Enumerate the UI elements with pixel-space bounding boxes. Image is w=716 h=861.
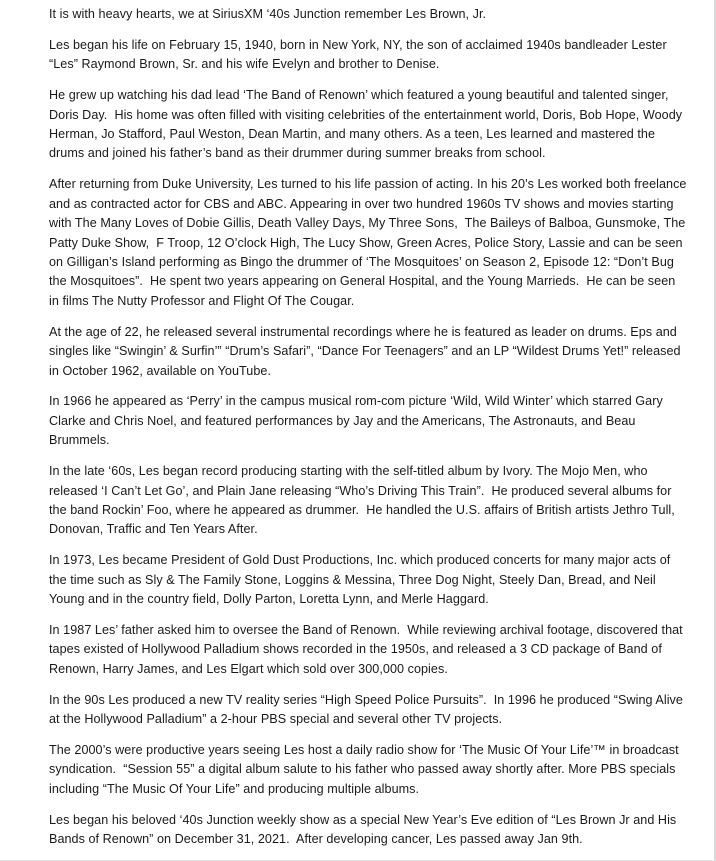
paragraph-90s: In the 90s Les produced a new TV reality series “High Speed Police Pursuits”. In 1996 he produced “Swing Alive at the Hollywood Palladium” a 2-hour PBS special and several other TV projects. <box>49 692 687 727</box>
paragraph-intro: It is with heavy hearts, we at SiriusXM ‘40s Junction remember Les Brown, Jr. <box>49 7 487 21</box>
paragraph-childhood: He grew up watching his dad lead ‘The Band of Renown’ which featured a young beautiful and talented singer, Doris Day. His home was often filled with visiting celebrities of the entertainment world, Doris, Bob Hope, Woody Herman, Jo Stafford, Paul Weston, Dean Martin, and many others. As a teen, Les learned and mastered the drums and joined his father’s band as their drummer during summer breaks from school. <box>49 88 686 161</box>
paragraph-acting: After returning from Duke University, Les turned to his life passion of acting. In his 20’s Les worked both freelance and as contracted actor for CBS and ABC. Appearing in over two hundred 1960s TV shows and movies starting with The Many Loves of Dobie Gillis, Death Valley Days, My Three Sons, The Baileys of Balboa, Gunsmoke, The Patty Duke Show, F Troop, 12 O’clock High, The Lucy Show, Green Acres, Police Story, Lassie and can be seen on Gilligan’s Island performing as Bingo the drummer of ‘The Mosquitoes’ on Season 2, Episode 12: “Don’t Bug the Mosquitoes”. He spent two years appearing on General Hospital, and the Young Marrieds. He can be seen in films The Nutty Professor and Flight Of The Cougar. <box>49 177 691 308</box>
paragraph-film-1966: In 1966 he appeared as ‘Perry’ in the campus musical rom-com picture ‘Wild, Wild Winter’ which starred Gary Clarke and Chris Noel, and featured performances by Jay and the Americans, The Astronauts, and Beau Brummels. <box>49 394 667 448</box>
paragraph-band-of-renown: In 1987 Les’ father asked him to oversee the Band of Renown. While reviewing archival footage, discovered that tapes existed of Hollywood Palladium shows recorded in the 1950s, and released a 3 CD package of Band of Renown, Harry James, and Les Elgart which sold over 300,000 copies. <box>49 622 687 676</box>
paragraph-gold-dust: In 1973, Les became President of Gold Dust Productions, Inc. which produced concerts for many major acts of the time such as Sly & The Family Stone, Loggins & Messina, Three Dog Night, Steely Dan, Bread, and Neil Young and in the country field, Dolly Parton, Loretta Lynn, and Merle Haggard. <box>49 553 674 607</box>
paragraph-birth: Les began his life on February 15, 1940, born in New York, NY, the son of acclaimed 1940s bandleader Lester “Les” Raymond Brown, Sr. and his wife Evelyn and brother to Denise. <box>49 37 671 72</box>
paragraph-recordings: At the age of 22, he released several instrumental recordings where he is featured as leader on drums. Eps and singles like “Swingin’ & Surfin’” “Drum’s Safari”, “Dance For Teenagers” and an LP “Wildest Drums Yet!” released in October 1962, available on YouTube. <box>49 324 685 378</box>
paragraph-producing: In the late ‘60s, Les began record producing starting with the self-titled album by Ivory. The Mojo Men, who released ‘I Can’t Let Go’, and Plain Jane releasing “Who’s Driving This Train”. He produced several albums for the band Rockin’ Foo, where he appeared as drummer. He handled the U.S. affairs of British artists Jethro Tull, Donovan, Traffic and Ten Years After. <box>49 464 679 537</box>
paragraph-40s-junction: Les began his beloved ‘40s Junction weekly show as a special New Year’s Eve edition of “Les Brown Jr and His Bands of Renown” on December 31, 2021. After developing cancer, Les passed away Jan 9th. <box>49 812 680 847</box>
paragraph-2000s: The 2000’s were productive years seeing Les host a daily radio show for ‘The Music Of Your Life’™ in broadcast syndication. “Session 55” a digital album salute to his father who passed away shortly after. More PBS specials including “The Music Of Your Life” and producing multiple albums. <box>49 743 683 796</box>
